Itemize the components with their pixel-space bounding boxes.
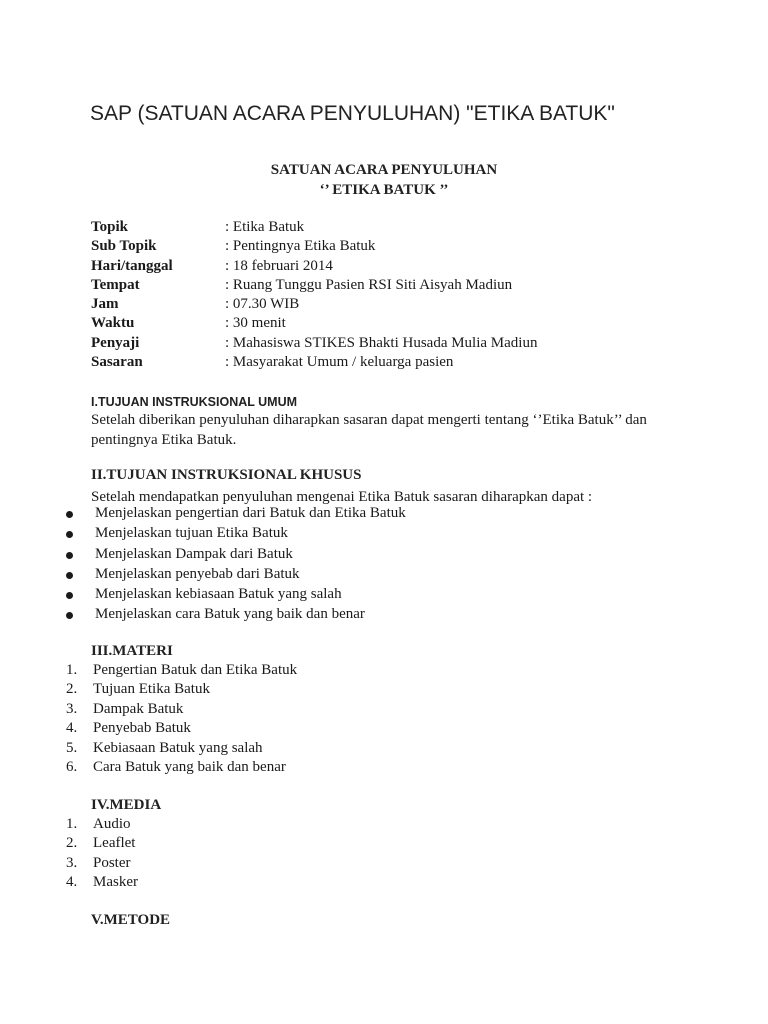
tujuan-khusus-intro: Setelah mendapatkan penyuluhan mengenai Etika Batuk sasaran diharapkan dapat : [91, 489, 593, 505]
list-item-text: Menjelaskan tujuan Etika Batuk [95, 525, 288, 542]
section-heading-tujuan-khusus: II.TUJUAN INSTRUKSIONAL KHUSUS [91, 467, 362, 483]
list-item-text: Kebiasaan Batuk yang salah [93, 739, 263, 756]
list-item-text: Menjelaskan kebiasaan Batuk yang salah [95, 586, 342, 603]
list-number: 4. [66, 720, 78, 737]
bullet-icon [66, 592, 73, 599]
info-value: : 07.30 WIB [225, 296, 300, 313]
document-title: SAP (SATUAN ACARA PENYULUHAN) "ETIKA BATUK" [90, 102, 615, 125]
section-heading-materi: III.MATERI [91, 643, 173, 659]
list-item-text: Dampak Batuk [93, 700, 184, 717]
info-value: : 18 februari 2014 [225, 257, 333, 274]
info-label: Jam [91, 296, 119, 313]
info-label: Sub Topik [91, 238, 157, 255]
info-label: Sasaran [91, 354, 143, 371]
info-value: : Mahasiswa STIKES Bhakti Husada Mulia Madiun [225, 334, 538, 351]
list-item-text: Masker [93, 874, 138, 891]
list-item-text: Menjelaskan cara Batuk yang baik dan benar [95, 606, 365, 623]
info-value: : 30 menit [225, 315, 286, 332]
bullet-icon [66, 612, 73, 619]
info-label: Hari/tanggal [91, 257, 173, 274]
bullet-icon [66, 552, 73, 559]
section-heading-tujuan-umum: I.TUJUAN INSTRUKSIONAL UMUM [91, 395, 298, 409]
list-number: 1. [66, 816, 78, 832]
list-number: 2. [66, 681, 78, 698]
list-item-text: Audio [93, 816, 131, 832]
list-item-text: Menjelaskan pengertian dari Batuk dan Etika Batuk [95, 505, 406, 521]
info-value: : Ruang Tunggu Pasien RSI Siti Aisyah Madiun [225, 276, 513, 293]
list-item-text: Penyebab Batuk [93, 720, 191, 737]
list-item-text: Tujuan Etika Batuk [93, 681, 210, 698]
list-number: 5. [66, 739, 78, 756]
list-number: 6. [66, 758, 78, 775]
info-value: : Masyarakat Umum / keluarga pasien [225, 354, 454, 371]
list-number: 4. [66, 874, 78, 891]
list-item-text: Leaflet [93, 835, 136, 852]
list-number: 3. [66, 700, 78, 717]
section-heading-metode: V.METODE [91, 912, 171, 928]
list-item-text: Poster [93, 854, 131, 871]
list-number: 1. [66, 662, 78, 678]
tujuan-umum-text: Setelah diberikan penyuluhan diharapkan sasaran dapat mengerti tentang ‘’Etika Batuk’’ dan pentingnya Etika Batuk. [91, 412, 647, 448]
bullet-icon [66, 572, 73, 579]
section-heading-media: IV.MEDIA [91, 797, 162, 813]
info-value: : Etika Batuk [225, 219, 305, 235]
info-value: : Pentingnya Etika Batuk [225, 238, 376, 255]
list-item-text: Pengertian Batuk dan Etika Batuk [93, 662, 298, 678]
info-label: Tempat [91, 276, 140, 293]
heading-line-1: SATUAN ACARA PENYULUHAN [270, 162, 498, 178]
list-number: 3. [66, 854, 78, 871]
info-label: Waktu [91, 315, 135, 332]
bullet-icon [66, 511, 73, 518]
info-label: Penyaji [91, 334, 140, 351]
bullet-icon [66, 531, 73, 538]
list-item-text: Menjelaskan penyebab dari Batuk [95, 565, 300, 582]
heading-line-2: ‘’ ETIKA BATUK ’’ [319, 182, 449, 198]
list-item-text: Menjelaskan Dampak dari Batuk [95, 545, 293, 562]
list-item-text: Cara Batuk yang baik dan benar [93, 758, 286, 775]
list-number: 2. [66, 835, 78, 852]
info-label: Topik [91, 219, 128, 235]
